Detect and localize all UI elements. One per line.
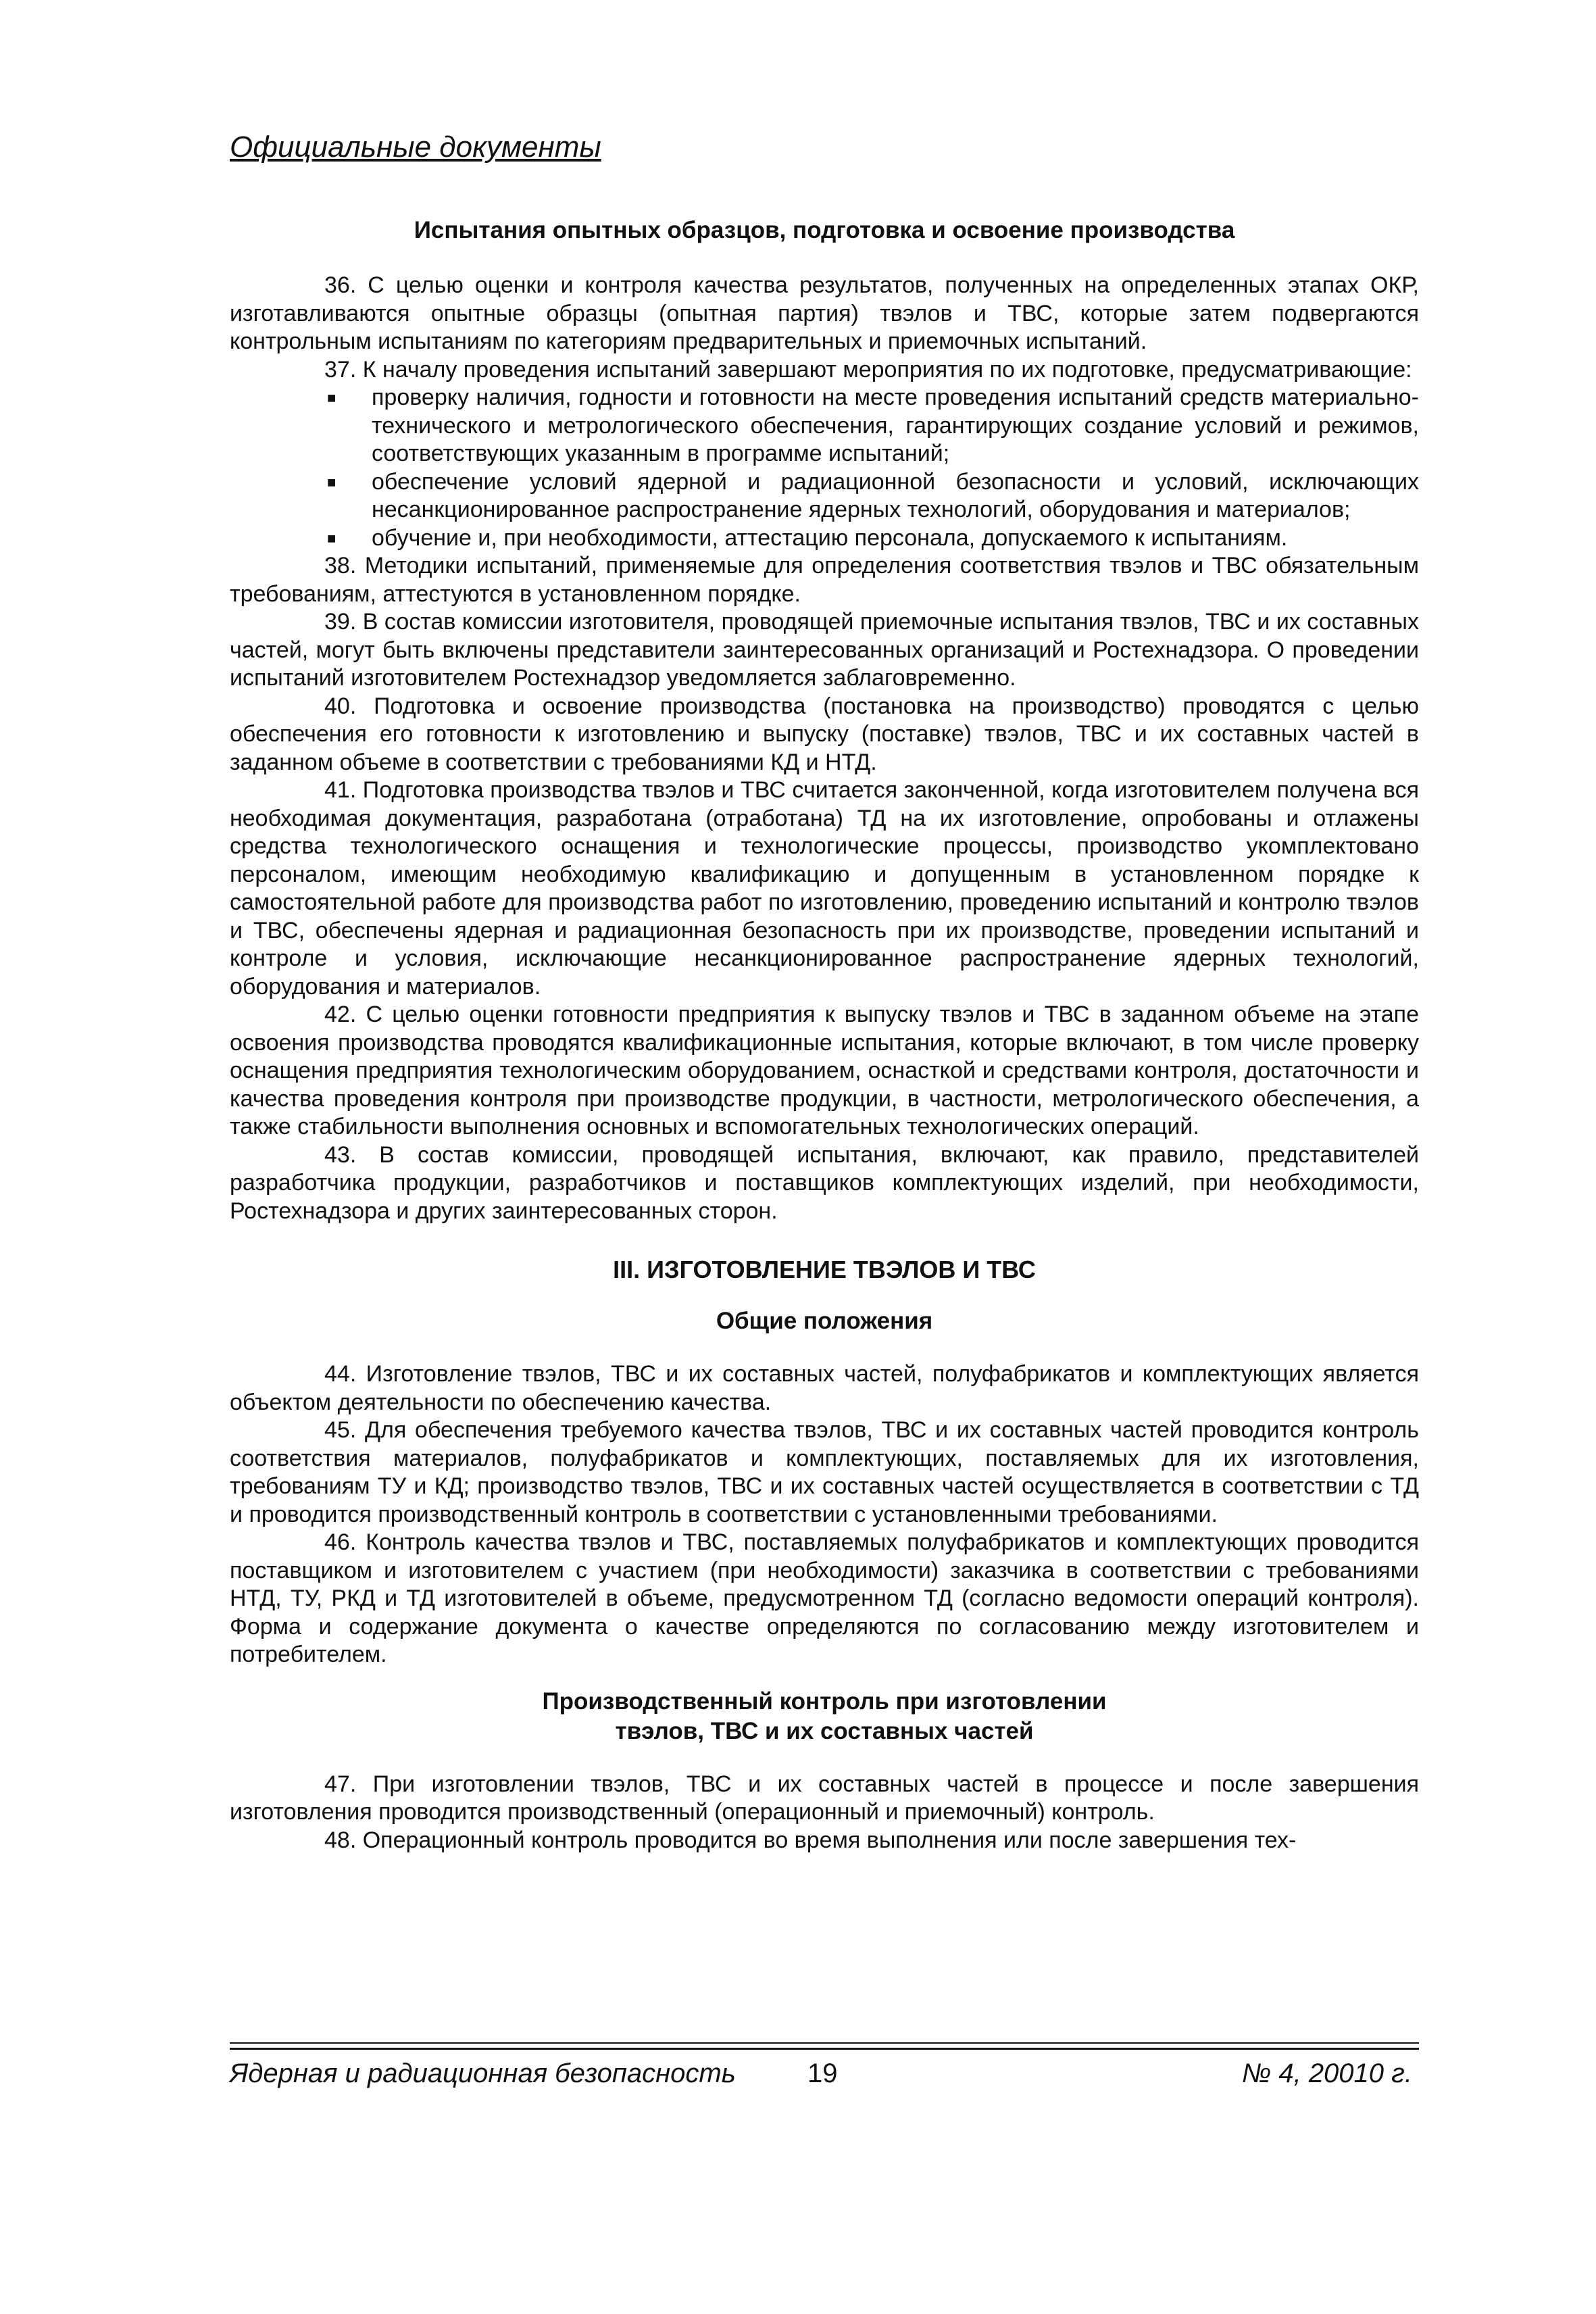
issue-number: № 4, 20010 г. [1241, 2059, 1412, 2088]
paragraph-41: 41. Подготовка производства твэлов и ТВС считается законченной, когда изготовителем получена вся необходимая документация, разработана (отработана) ТД на их изготовление, опробованы и отлажены средства технологического оснащения и технологические процессы, производство укомплектовано персоналом, имеющим необходимую квалификацию и допущенным в установленном порядке к самостоятельной работе для производства работ по изготовлению, проведению испытаний и контролю твэлов и ТВС, обеспечены ядерная и радиационная безопасность при их производстве, проведении испытаний и контроле и условия, исключающие несанкционированное распространение ядерных технологий, оборудования и материалов. [230, 777, 1419, 1000]
bullet-icon: ■ [327, 389, 336, 406]
running-title: Официальные документы [230, 130, 601, 164]
paragraph-40: 40. Подготовка и освоение производства (постановка на производство) проводятся с целью обеспечения его готовности к изготовлению и выпуску (поставке) твэлов, ТВС и их составных частей в заданном объеме в соответствии с требованиями КД и НТД. [230, 693, 1419, 775]
list-item [327, 384, 1419, 468]
paragraph-39: 39. В состав комиссии изготовителя, проводящей приемочные испытания твэлов, ТВС и их составных частей, могут быть включены представители заинтересованных организаций и Ростехнадзора. О проведении испытаний изготовителем Ростехнадзор уведомляется заблаговременно. [230, 609, 1419, 691]
journal-title: Ядерная и радиационная безопасность [230, 2059, 736, 2088]
bullet-list [230, 384, 1419, 552]
chapter-title: III. ИЗГОТОВЛЕНИЕ ТВЭЛОВ И ТВС [613, 1256, 1036, 1283]
paragraph-48: 48. Операционный контроль проводится во время выполнения или после завершения тех- [324, 1827, 1297, 1853]
bullet-icon: ■ [327, 473, 336, 491]
paragraph-42: 42. С целью оценки готовности предприятия к выпуску твэлов и ТВС в заданном объеме на этапе освоения производства проводятся квалификационные испытания, которые включают, в том числе проверку оснащения предприятия технологическим оборудованием, оснасткой и средствами контроля, достаточности и качества проведения контроля при производстве продукции, в частности, метрологического обеспечения, а также стабильности выполнения основных и вспомогательных технологических операций. [230, 1002, 1419, 1139]
paragraph-36: 36. С целью оценки и контроля качества результатов, полученных на определенных этапах ОКР, изготавливаются опытные образцы (опытная партия) твэлов и ТВС, которые затем подвергаются контрольным испытаниям по категориям предварительных и приемочных испытаний. [230, 272, 1419, 354]
subsection-title-line: Производственный контроль при изготовлении [542, 1688, 1107, 1715]
list-item [327, 468, 1419, 524]
paragraph-46: 46. Контроль качества твэлов и ТВС, поставляемых полуфабрикатов и комплектующих проводится поставщиком и изготовителем с участием (при необходимости) заказчика в соответствии с требованиями НТД, ТУ, РКД и ТД изготовителей в объеме, предусмотренном ТД (согласно ведомости операций контроля). Форма и содержание документа о качестве определяются по согласованию между изготовителем и потребителем. [230, 1529, 1419, 1667]
bullet-icon: ■ [327, 529, 336, 547]
paragraph-37: 37. К началу проведения испытаний завершают мероприятия по их подготовке, предусматривающие: [324, 356, 1412, 383]
paragraph-44: 44. Изготовление твэлов, ТВС и их составных частей, полуфабрикатов и комплектующих является объектом деятельности по обеспечению качества. [230, 1361, 1419, 1415]
page-number: 19 [807, 2059, 838, 2088]
list-item [327, 524, 1419, 553]
subsection-title-line: твэлов, ТВС и их составных частей [615, 1717, 1034, 1744]
list-item-text: обучение и, при необходимости, аттестацию персонала, допускаемого к испытаниям. [372, 524, 1288, 551]
list-item-text: проверку наличия, годности и готовности на месте проведения испытаний средств материально-технического и метрологического обеспечения, гарантирующих создание условий и режимов, соответствующих указанным в программе испытаний; [372, 385, 1419, 466]
paragraph-47: 47. При изготовлении твэлов, ТВС и их составных частей в процессе и после завершения изготовления проводится производственный (операционный и приемочный) контроль. [230, 1771, 1419, 1825]
list-item-text: обеспечение условий ядерной и радиационной безопасности и условий, исключающих несанкционированное распространение ядерных технологий, оборудования и материалов; [372, 468, 1419, 522]
paragraph-45: 45. Для обеспечения требуемого качества твэлов, ТВС и их составных частей проводится контроль соответствия материалов, полуфабрикатов и комплектующих, поставляемых для их изготовления, требованиям ТУ и КД; производство твэлов, ТВС и их составных частей осуществляется в соответствии с ТД и проводится производственный контроль в соответствии с установленными требованиями. [230, 1417, 1419, 1527]
subsection-title-control [230, 1687, 1419, 1746]
section-title-testing: Испытания опытных образцов, подготовка и освоение производства [414, 217, 1235, 243]
paragraph-38: 38. Методики испытаний, применяемые для определения соответствия твэлов и ТВС обязательным требованиям, аттестуются в установленном порядке. [230, 553, 1419, 607]
document-page [230, 108, 1419, 2203]
subsection-title-general: Общие положения [716, 1308, 933, 1334]
footer-divider [230, 2048, 1419, 2050]
footer-divider [230, 2042, 1419, 2044]
paragraph-43: 43. В состав комиссии, проводящей испытания, включают, как правило, представителей разработчика продукции, разработчиков и поставщиков комплектующих изделий, при необходимости, Ростехнадзора и других заинтересованных сторон. [230, 1141, 1419, 1224]
page-footer [230, 2054, 1419, 2095]
